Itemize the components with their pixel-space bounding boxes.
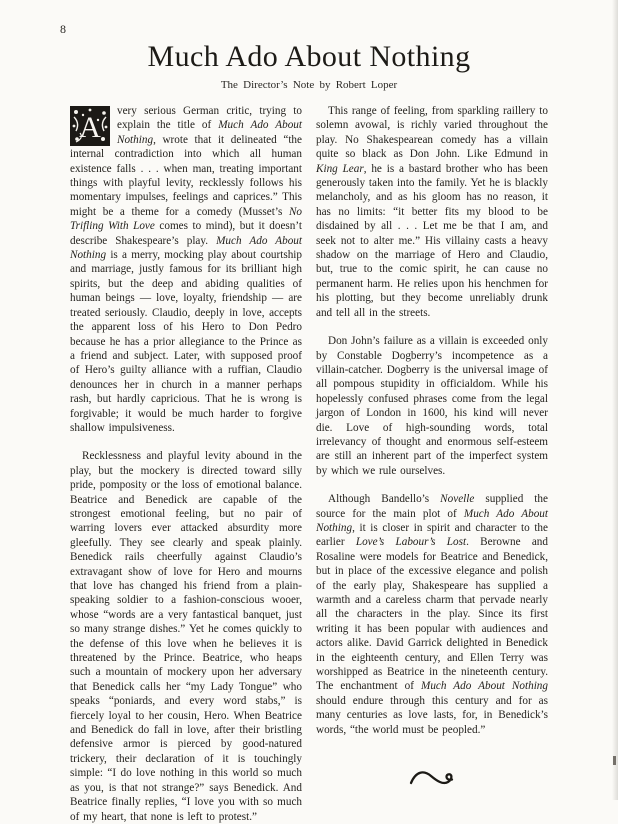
- drop-cap-letter: A: [79, 111, 101, 144]
- page-title: Much Ado About Nothing: [147, 40, 471, 73]
- text-columns: [0, 104, 618, 824]
- drop-cap-ornament-icon: [70, 106, 110, 146]
- paragraph: Don John’s failure as a villain is exceeded only by Constable Dogberry’s incompetence as a villain-catcher. Dogberry is the universal image of all pompous stupidity in officialdom. While his hopelessly confused phrases come from the legal jargon of London in 1600, his kind will never die. Love of high-sounding words, total irrelevancy of thought and enormous self-esteem are still an inherent part of the imperfect system by which we rule ourselves.: [316, 335, 548, 477]
- masthead: [0, 0, 618, 91]
- end-ornament: [316, 767, 548, 797]
- paragraph: Recklessness and playful levity abound in the play, but the mockery is directed toward silly pride, pomposity or the loss of emotional balance. Beatrice and Benedick are capable of the strongest emotional feeling, but no pair of warring lovers ever attacked absurdity more gleefully. They see clearly and speak plainly. Benedick rails cheerfully against Claudio’s extravagant show of love for Hero and mourns that love has changed his friend from a plain-speaking soldier to a fashion-conscious wooer, whose “words are a very fantastical banquet, just so many strange dishes.” Yet he comes quickly to the defense of this love when he believes it is threatened by the Prince. Beatrice, who heaps such a mountain of mockery upon her adversary that Benedick calls her “my Lady Tongue” who speaks “poniards, and every word stabs,” is fiercely loyal to her cousin, Hero. When Beatrice and Benedick do fall in love, after their bristling defensive armor is pierced by good-natured trickery, their declaration of it is touchingly simple: “I do love nothing in this world so much as you, is that not strange?” says Benedick. And Beatrice finally replies, “I love you with so much of my heart, that none is left to protest.”: [70, 450, 302, 823]
- paragraph: [70, 104, 302, 435]
- paragraph-text: very serious German critic, trying to explain the title of Much Ado About Nothing, wrote that it delineated “the internal contradiction into which all human existence falls . . . when man, treating important things with playful levity, recklessly follows his momentary impulses, feelings and caprices.” This might be a theme for a comedy (Musset’s No Trifling With Love comes to mind), but it doesn’t describe Shakespeare’s play. Much Ado About Nothing is a merry, mocking play about courtship and marriage, justly famous for its brilliant high spirits, but the deep and abiding qualities of human beings — love, loyalty, friendship — are treated seriously. Claudio, deeply in love, accepts the apparent loss of his Hero to Don Pedro because he has a prior allegiance to the Prince as a friend and subject. Later, with supposed proof of Hero’s guilty alliance with a ruffian, Claudio denounces her in church in a manner perhaps rash, but hardly capricious. That he is wrong is forgivable; it would be much harder to forgive shallow impulsiveness.: [70, 105, 303, 434]
- swash-ornament-icon: [408, 767, 456, 793]
- right-column: [316, 104, 548, 824]
- scan-edge-mark: [613, 756, 616, 765]
- paragraph: Although Bandello’s Novelle supplied the source for the main plot of Much Ado About Nothing, it is closer in spirit and character to the earlier Love’s Labour’s Lost. Berowne and Rosaline were models for Beatrice and Benedick, but in place of the excessive elegance and polish of the early play, Shakespeare has supplied a warmth and a careless charm that pervade nearly all the characters in the play. Since its first writing it has been popular with audiences and actors alike. David Garrick delighted in Benedick in the eighteenth century, and Ellen Terry was worshipped as Beatrice in the nineteenth century. The enchantment of Much Ado About Nothing should endure through this century and for as many centuries as love lasts, for, in Benedick’s words, “the world must be peopled.”: [316, 493, 548, 736]
- page-number: 8: [60, 22, 66, 36]
- drop-cap-initial: [70, 106, 110, 146]
- left-column: [70, 104, 302, 824]
- paragraph: This range of feeling, from sparkling raillery to solemn avowal, is richly varied throughout the play. No Shakespearean comedy has a villain quite so black as Don John. Like Edmund in King Lear, he is a bastard brother who has been generously taken into the family. Yet he is blackly melancholy, and as his gloom has no reason, it has no limits: “it better fits my blood to be disdained by all . . . Let me be that I am, and seek not to alter me.” His villainy casts a heavy shadow on the marriage of Hero and Claudio, but, true to the comic spirit, he can cause no permanent harm. He relies upon his henchmen for his plotting, but they become unreliably drunk and tell all in the streets.: [316, 105, 548, 319]
- page-subtitle: The Director’s Note by Robert Loper: [220, 79, 398, 91]
